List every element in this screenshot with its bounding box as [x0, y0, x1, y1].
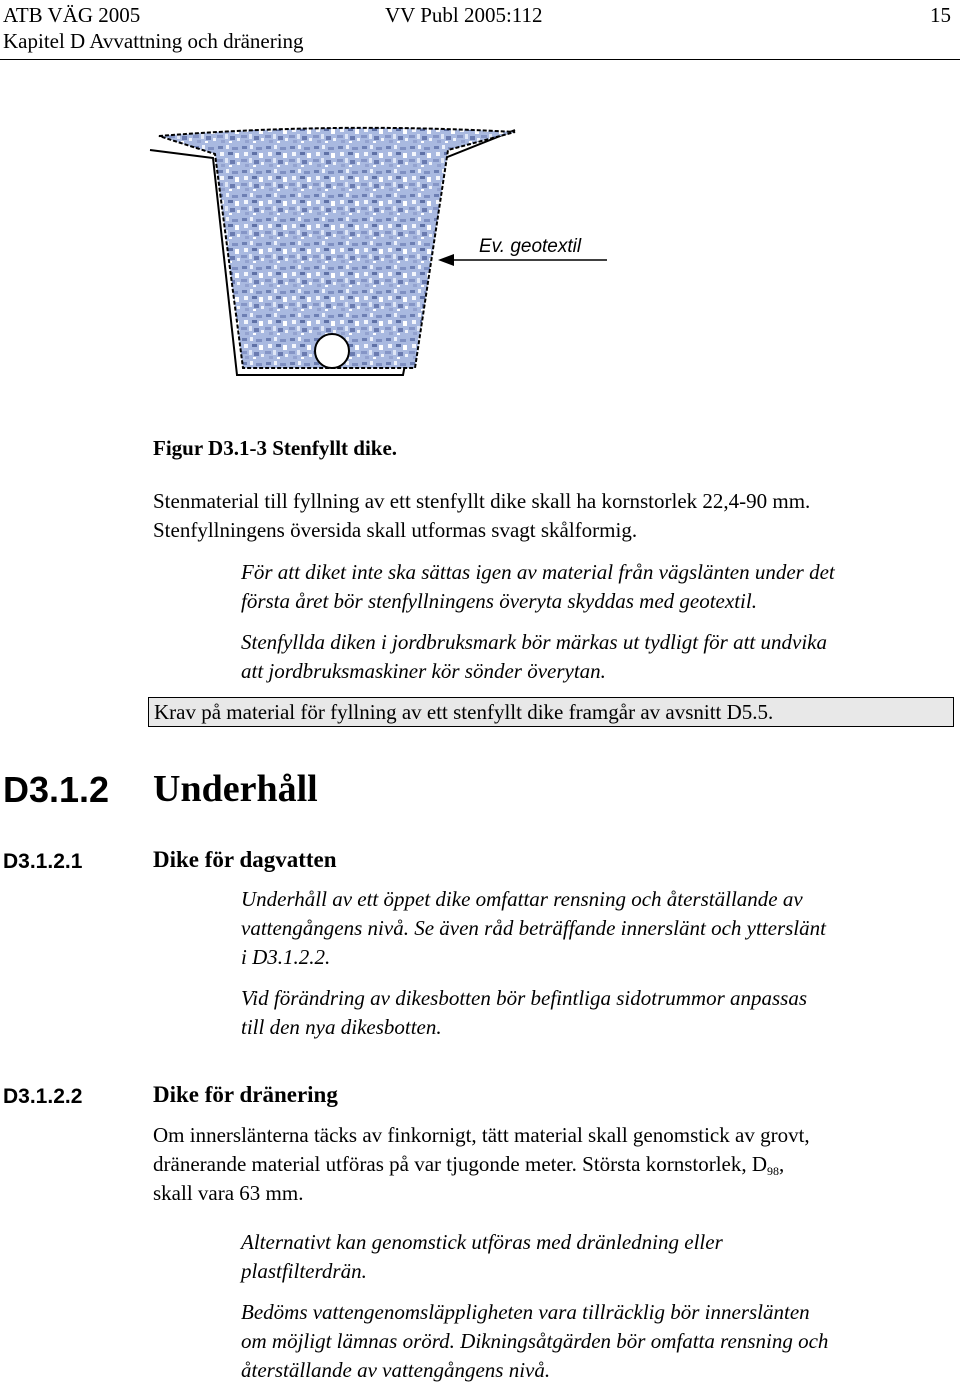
subsection-2-title: Dike för dränering [153, 1082, 338, 1107]
dranering-p1-line-2-text: dränerande material utföras på var tjugonde meter. Största kornstorlek, D [153, 1152, 768, 1176]
subsection-1-title: Dike för dagvatten [153, 847, 337, 872]
intro-line-1: Stenmaterial till fyllning av ett stenfyllt dike skall ha kornstorlek 22,4-90 mm. [153, 489, 811, 513]
dranering-p1-line-3: skall vara 63 mm. [153, 1181, 304, 1205]
dranering-a1-line-2: plastfilterdrän. [241, 1259, 367, 1283]
requirement-box [148, 697, 954, 727]
subsection-1-number: D3.1.2.1 [3, 850, 83, 873]
dranering-a2-line-1: Bedöms vattengenomsläppligheten vara tillräcklig bör innerslänten [241, 1300, 810, 1324]
advice-2-line-2: att jordbruksmaskiner kör sönder överytan. [241, 659, 606, 683]
header-publication: VV Publ 2005:112 [385, 3, 543, 27]
dagvatten-p1-line-2: vattengångens nivå. Se även råd beträffande innerslänt och ytterslänt [241, 916, 826, 940]
header-rule [0, 59, 960, 60]
geotextile-label: Ev. geotextil [479, 236, 582, 257]
advice-1-line-1: För att diket inte ska sättas igen av material från vägslänten under det [241, 560, 835, 584]
requirement-text: Krav på material för fyllning av ett stenfyllt dike framgår av avsnitt D5.5. [154, 700, 774, 724]
advice-2-line-1: Stenfyllda diken i jordbruksmark bör märkas ut tydligt för att undvika [241, 630, 827, 654]
section-title: Underhåll [153, 768, 318, 810]
dranering-p1-line-2-comma: , [779, 1152, 785, 1176]
intro-line-2: Stenfyllningens översida skall utformas svagt skålformig. [153, 518, 638, 542]
dranering-a2-line-3: återställande av vattengångens nivå. [241, 1358, 551, 1382]
figure-caption: Figur D3.1-3 Stenfyllt dike. [153, 436, 398, 460]
d98-subscript: 98 [767, 1164, 780, 1178]
dranering-a1-line-1: Alternativt kan genomstick utföras med dränledning eller [241, 1230, 723, 1254]
dagvatten-p2-line-1: Vid förändring av dikesbotten bör befintliga sidotrummor anpassas [241, 986, 808, 1010]
header-chapter-title: Kapitel D Avvattning och dränering [3, 29, 304, 53]
advice-1-line-2: första året bör stenfyllningens överyta skyddas med geotextil. [241, 589, 757, 613]
dranering-a2-line-2: om möjligt lämnas orörd. Dikningsåtgärden bör omfatta rensning och [241, 1329, 829, 1353]
section-number: D3.1.2 [3, 769, 110, 810]
subsection-2-number: D3.1.2.2 [3, 1085, 83, 1108]
dagvatten-p1-line-3: i D3.1.2.2. [241, 945, 331, 969]
dranering-p1-line-1: Om innerslänterna täcks av finkornigt, tätt material skall genomstick av grovt, [153, 1123, 810, 1147]
dranering-p1-line-2 [153, 1150, 784, 1182]
header-doc-title: ATB VÄG 2005 [3, 3, 141, 27]
page-number: 15 [930, 3, 951, 27]
dagvatten-p1-line-1: Underhåll av ett öppet dike omfattar rensning och återställande av [241, 887, 803, 911]
dagvatten-p2-line-2: till den nya dikesbotten. [241, 1015, 442, 1039]
